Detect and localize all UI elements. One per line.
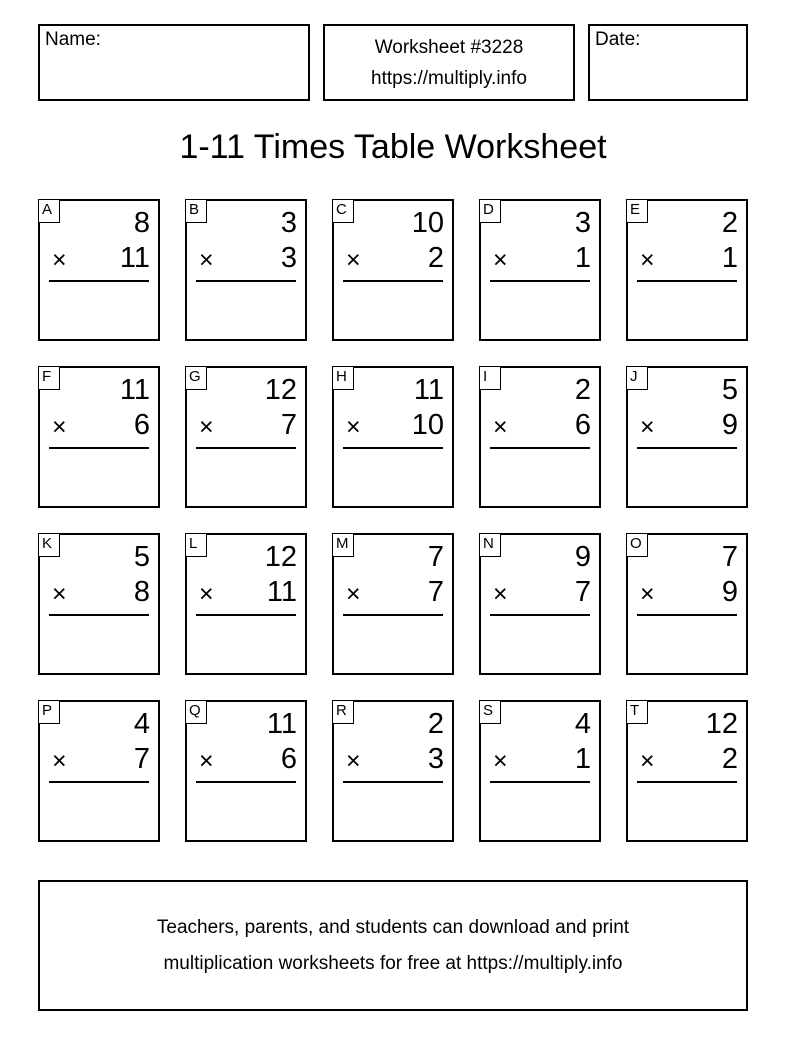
multiplicand: 2 <box>574 374 591 406</box>
name-field[interactable] <box>38 24 310 101</box>
multiplicand: 12 <box>705 708 738 740</box>
problem-card[interactable] <box>185 199 307 341</box>
problem-letter: H <box>332 366 354 390</box>
multiplicand: 4 <box>133 708 150 740</box>
multiplicand: 10 <box>411 207 444 239</box>
multiplier: 1 <box>721 242 738 274</box>
answer-line <box>49 781 149 783</box>
multiply-sign-icon: × <box>52 747 67 775</box>
multiplicand: 2 <box>721 207 738 239</box>
problem-letter: G <box>185 366 207 390</box>
multiplicand: 7 <box>721 541 738 573</box>
multiplier: 2 <box>427 242 444 274</box>
problem-letter: R <box>332 700 354 724</box>
multiplicand: 2 <box>427 708 444 740</box>
multiplier: 11 <box>119 242 150 274</box>
multiplicand: 11 <box>119 374 150 406</box>
multiplier: 6 <box>280 743 297 775</box>
multiplier: 2 <box>721 743 738 775</box>
answer-line <box>343 447 443 449</box>
multiplicand: 5 <box>133 541 150 573</box>
problem-card[interactable] <box>332 700 454 842</box>
multiplicand: 9 <box>574 541 591 573</box>
problem-card[interactable] <box>626 366 748 508</box>
multiplicand: 12 <box>264 374 297 406</box>
answer-line <box>490 280 590 282</box>
problem-card[interactable] <box>479 700 601 842</box>
problem-card[interactable] <box>38 700 160 842</box>
problem-card[interactable] <box>185 533 307 675</box>
multiplicand: 5 <box>721 374 738 406</box>
answer-line <box>490 614 590 616</box>
multiplier: 7 <box>427 576 444 608</box>
problem-letter: I <box>479 366 501 390</box>
problem-letter: C <box>332 199 354 223</box>
multiply-sign-icon: × <box>52 413 67 441</box>
problem-card[interactable] <box>332 199 454 341</box>
name-label: Name: <box>45 29 101 50</box>
problem-letter: O <box>626 533 648 557</box>
multiply-sign-icon: × <box>493 246 508 274</box>
answer-line <box>196 280 296 282</box>
problem-letter: L <box>185 533 207 557</box>
multiplier: 6 <box>133 409 150 441</box>
footer-text-line-2: multiplication worksheets for free at https://multiply.info <box>163 953 623 974</box>
multiply-sign-icon: × <box>199 747 214 775</box>
multiplier: 3 <box>427 743 444 775</box>
page-title: 1-11 Times Table Worksheet <box>179 128 607 166</box>
problem-letter: N <box>479 533 501 557</box>
multiply-sign-icon: × <box>52 580 67 608</box>
multiply-sign-icon: × <box>199 413 214 441</box>
answer-line <box>637 447 737 449</box>
problem-card[interactable] <box>626 199 748 341</box>
problem-letter: P <box>38 700 60 724</box>
problem-card[interactable] <box>332 533 454 675</box>
multiplier: 9 <box>721 576 738 608</box>
multiplier: 3 <box>280 242 297 274</box>
multiply-sign-icon: × <box>493 413 508 441</box>
worksheet-number: Worksheet #3228 <box>374 37 524 58</box>
problem-letter: E <box>626 199 648 223</box>
problem-letter: B <box>185 199 207 223</box>
multiplier: 6 <box>574 409 591 441</box>
multiply-sign-icon: × <box>199 246 214 274</box>
problem-letter: D <box>479 199 501 223</box>
multiplier: 9 <box>721 409 738 441</box>
problem-letter: F <box>38 366 60 390</box>
multiply-sign-icon: × <box>640 413 655 441</box>
answer-line <box>637 280 737 282</box>
problem-card[interactable] <box>479 533 601 675</box>
answer-line <box>343 614 443 616</box>
problem-card[interactable] <box>38 199 160 341</box>
multiply-sign-icon: × <box>346 747 361 775</box>
multiply-sign-icon: × <box>640 580 655 608</box>
problem-card[interactable] <box>185 366 307 508</box>
problem-card[interactable] <box>626 533 748 675</box>
problem-letter: A <box>38 199 60 223</box>
answer-line <box>49 614 149 616</box>
multiplier: 7 <box>574 576 591 608</box>
worksheet-url: https://multiply.info <box>371 68 527 89</box>
multiplier: 7 <box>280 409 297 441</box>
footer-text-line-1: Teachers, parents, and students can download and print <box>156 917 630 938</box>
answer-line <box>343 781 443 783</box>
multiply-sign-icon: × <box>493 580 508 608</box>
multiplier: 7 <box>133 743 150 775</box>
problem-card[interactable] <box>38 533 160 675</box>
answer-line <box>196 447 296 449</box>
answer-line <box>49 447 149 449</box>
problem-letter: M <box>332 533 354 557</box>
multiplicand: 11 <box>413 374 444 406</box>
multiplicand: 4 <box>574 708 591 740</box>
multiply-sign-icon: × <box>346 246 361 274</box>
problem-letter: S <box>479 700 501 724</box>
answer-line <box>490 447 590 449</box>
footer-box <box>38 880 748 1011</box>
multiply-sign-icon: × <box>346 413 361 441</box>
multiplicand: 3 <box>280 207 297 239</box>
multiply-sign-icon: × <box>52 246 67 274</box>
multiplicand: 7 <box>427 541 444 573</box>
answer-line <box>196 614 296 616</box>
answer-line <box>196 781 296 783</box>
multiplier: 11 <box>266 576 297 608</box>
multiplier: 8 <box>133 576 150 608</box>
problem-letter: J <box>626 366 648 390</box>
multiplier: 1 <box>574 743 591 775</box>
answer-line <box>637 781 737 783</box>
multiplicand: 3 <box>574 207 591 239</box>
date-field[interactable] <box>588 24 748 101</box>
multiplier: 10 <box>411 409 444 441</box>
problem-letter: Q <box>185 700 207 724</box>
answer-line <box>49 280 149 282</box>
problem-card[interactable] <box>626 700 748 842</box>
answer-line <box>343 280 443 282</box>
multiplier: 1 <box>574 242 591 274</box>
problem-card[interactable] <box>185 700 307 842</box>
multiply-sign-icon: × <box>640 246 655 274</box>
problem-card[interactable] <box>38 366 160 508</box>
problem-card[interactable] <box>332 366 454 508</box>
problem-letter: T <box>626 700 648 724</box>
multiply-sign-icon: × <box>640 747 655 775</box>
problem-card[interactable] <box>479 366 601 508</box>
multiplicand: 12 <box>264 541 297 573</box>
problem-letter: K <box>38 533 60 557</box>
multiplicand: 11 <box>266 708 297 740</box>
multiply-sign-icon: × <box>346 580 361 608</box>
multiply-sign-icon: × <box>199 580 214 608</box>
date-label: Date: <box>595 29 641 50</box>
multiplicand: 8 <box>133 207 150 239</box>
worksheet-info-box <box>323 24 575 101</box>
multiply-sign-icon: × <box>493 747 508 775</box>
problem-card[interactable] <box>479 199 601 341</box>
answer-line <box>637 614 737 616</box>
answer-line <box>490 781 590 783</box>
